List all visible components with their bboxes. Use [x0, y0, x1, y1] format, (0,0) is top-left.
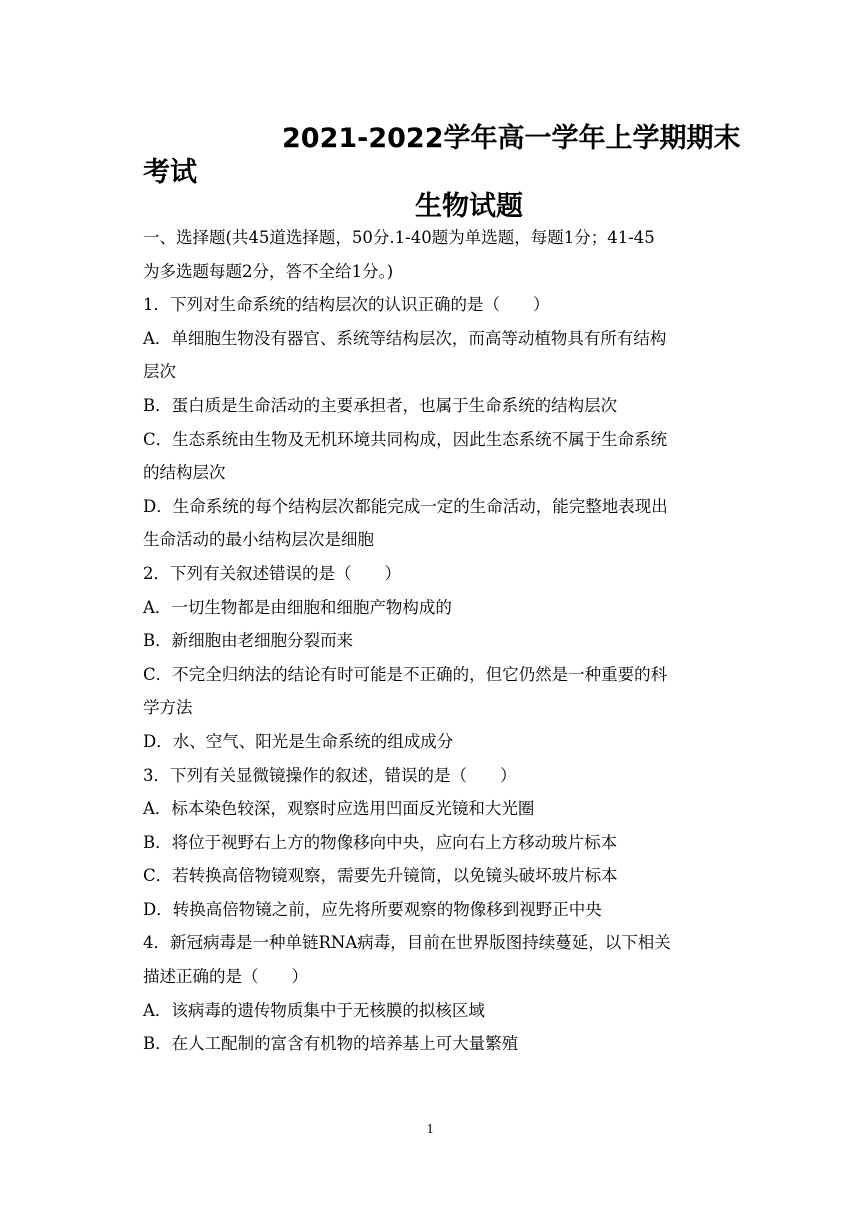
question-2-option-b: B．新细胞由老细胞分裂而来: [143, 631, 354, 651]
question-1-option-b: B．蛋白质是生命活动的主要承担者，也属于生命系统的结构层次: [143, 395, 618, 415]
question-1-option-d-continued: 生命活动的最小结构层次是细胞: [143, 530, 374, 550]
question-3-option-a: A．标本染色较深，观察时应选用凹面反光镜和大光圈: [143, 799, 535, 819]
section-heading: 一、选择题(共45道选择题，50分.1-40题为单选题，每题1分；41-45: [143, 228, 655, 247]
question-1-option-a-continued: 层次: [143, 362, 176, 382]
question-1-stem: 1．下列对生命系统的结构层次的认识正确的是（ ）: [143, 295, 550, 315]
subject-title-text: 生物试题: [415, 191, 523, 222]
exam-title: 2021-2022学年高一学年上学期期末: [282, 123, 741, 154]
question-3-stem: 3．下列有关显微镜操作的叙述，错误的是（ ）: [143, 765, 517, 785]
page-number: 1: [426, 1122, 434, 1137]
question-3-option-d: D．转换高倍物镜之前，应先将所要观察的物像移到视野正中央: [143, 899, 602, 919]
question-1-option-c-continued: 的结构层次: [143, 463, 226, 483]
question-1-option-a: A．单细胞生物没有器官、系统等结构层次，而高等动植物具有所有结构: [143, 328, 667, 348]
question-1-option-c: C．生态系统由生物及无机环境共同构成，因此生态系统不属于生命系统: [143, 429, 668, 449]
question-4-option-b: B．在人工配制的富含有机物的培养基上可大量繁殖: [143, 1034, 519, 1054]
question-2-stem: 2．下列有关叙述错误的是（ ）: [143, 563, 401, 583]
question-2-option-d: D．水、空气、阳光是生命系统的组成成分: [143, 731, 454, 751]
question-body: [143, 221, 718, 1061]
exam-title-continued: 考试: [143, 157, 197, 188]
question-2-option-c-continued: 学方法: [143, 698, 193, 718]
section-heading-continued: 为多选题每题2分，答不全给1分。): [143, 261, 394, 281]
question-3-option-b: B．将位于视野右上方的物像移向中央，应向右上方移动玻片标本: [143, 832, 618, 852]
question-4-stem: 4．新冠病毒是一种单链RNA病毒，目前在世界版图持续蔓延，以下相关: [143, 933, 671, 953]
question-3-option-c: C．若转换高倍物镜观察，需要先升镜筒，以免镜头破坏玻片标本: [143, 866, 618, 886]
question-4-option-a: A．该病毒的遗传物质集中于无核膜的拟核区域: [143, 1000, 485, 1020]
question-1-option-d: D．生命系统的每个结构层次都能完成一定的生命活动，能完整地表现出: [143, 496, 668, 516]
question-2-option-a: A．一切生物都是由细胞和细胞产物构成的: [143, 597, 452, 617]
question-4-stem-continued: 描述正确的是（ ）: [143, 967, 308, 987]
question-2-option-c: C．不完全归纳法的结论有时可能是不正确的，但它仍然是一种重要的科: [143, 664, 668, 684]
